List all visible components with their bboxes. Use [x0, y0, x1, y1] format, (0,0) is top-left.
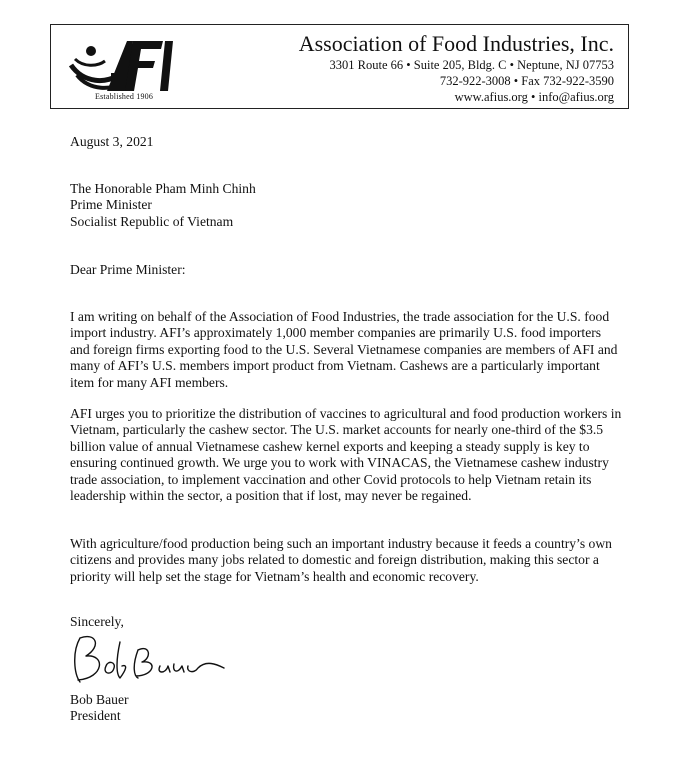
- signer-title: President: [70, 708, 121, 724]
- handwritten-signature: [66, 630, 226, 690]
- signer-block: [70, 692, 622, 725]
- recipient-name: The Honorable Pham Minh Chinh: [70, 181, 256, 196]
- established-year: Established 1906: [95, 92, 154, 101]
- recipient-block: [70, 181, 622, 230]
- paragraph-1: I am writing on behalf of the Association of Food Industries, the trade association for the U.S. food import industry. AFI’s approximately 1,000 member companies are primarily U.S. food importers and foreign firms exporting food to the U.S. Several Vietnamese companies are members of AFI and many of AFI’s U.S. members import product from Vietnam. Cashews are a particularly important item for many AFI members.: [70, 309, 618, 390]
- org-phone: 732-922-3008 • Fax 732-922-3590: [439, 74, 614, 88]
- signer-name: Bob Bauer: [70, 692, 129, 707]
- closing: Sincerely,: [70, 614, 124, 629]
- letter-date: August 3, 2021: [70, 134, 154, 149]
- org-info: [299, 31, 614, 105]
- paragraph-2: AFI urges you to prioritize the distribution of vaccines to agricultural and food production workers in Vietnam, particularly the cashew sector. The U.S. market accounts for nearly one-third of the $3.5 billion value of annual Vietnamese cashew kernel exports and keeping a steady supply is key to ensuring continued growth. We urge you to work with VINACAS, the Vietnamese cashew industry trade association, to implement vaccination and other Covid protocols to help Vietnam retain its leadership within the sector, a position that if lost, may never be regained.: [70, 406, 622, 504]
- recipient-title: Prime Minister: [70, 197, 152, 213]
- org-web: www.afius.org • info@afius.org: [454, 90, 614, 104]
- org-address: 3301 Route 66 • Suite 205, Bldg. C • Neptune, NJ 07753: [329, 58, 614, 72]
- salutation: Dear Prime Minister:: [70, 262, 186, 277]
- recipient-country: Socialist Republic of Vietnam: [70, 213, 234, 229]
- letterhead: [50, 24, 629, 109]
- paragraph-3: With agriculture/food production being such an important industry because it feeds a country’s own citizens and provides many jobs related to domestic and foreign distribution, making this sector a priority will help set the stage for Vietnam’s health and economic recovery.: [70, 536, 612, 584]
- org-name: Association of Food Industries, Inc.: [298, 31, 614, 56]
